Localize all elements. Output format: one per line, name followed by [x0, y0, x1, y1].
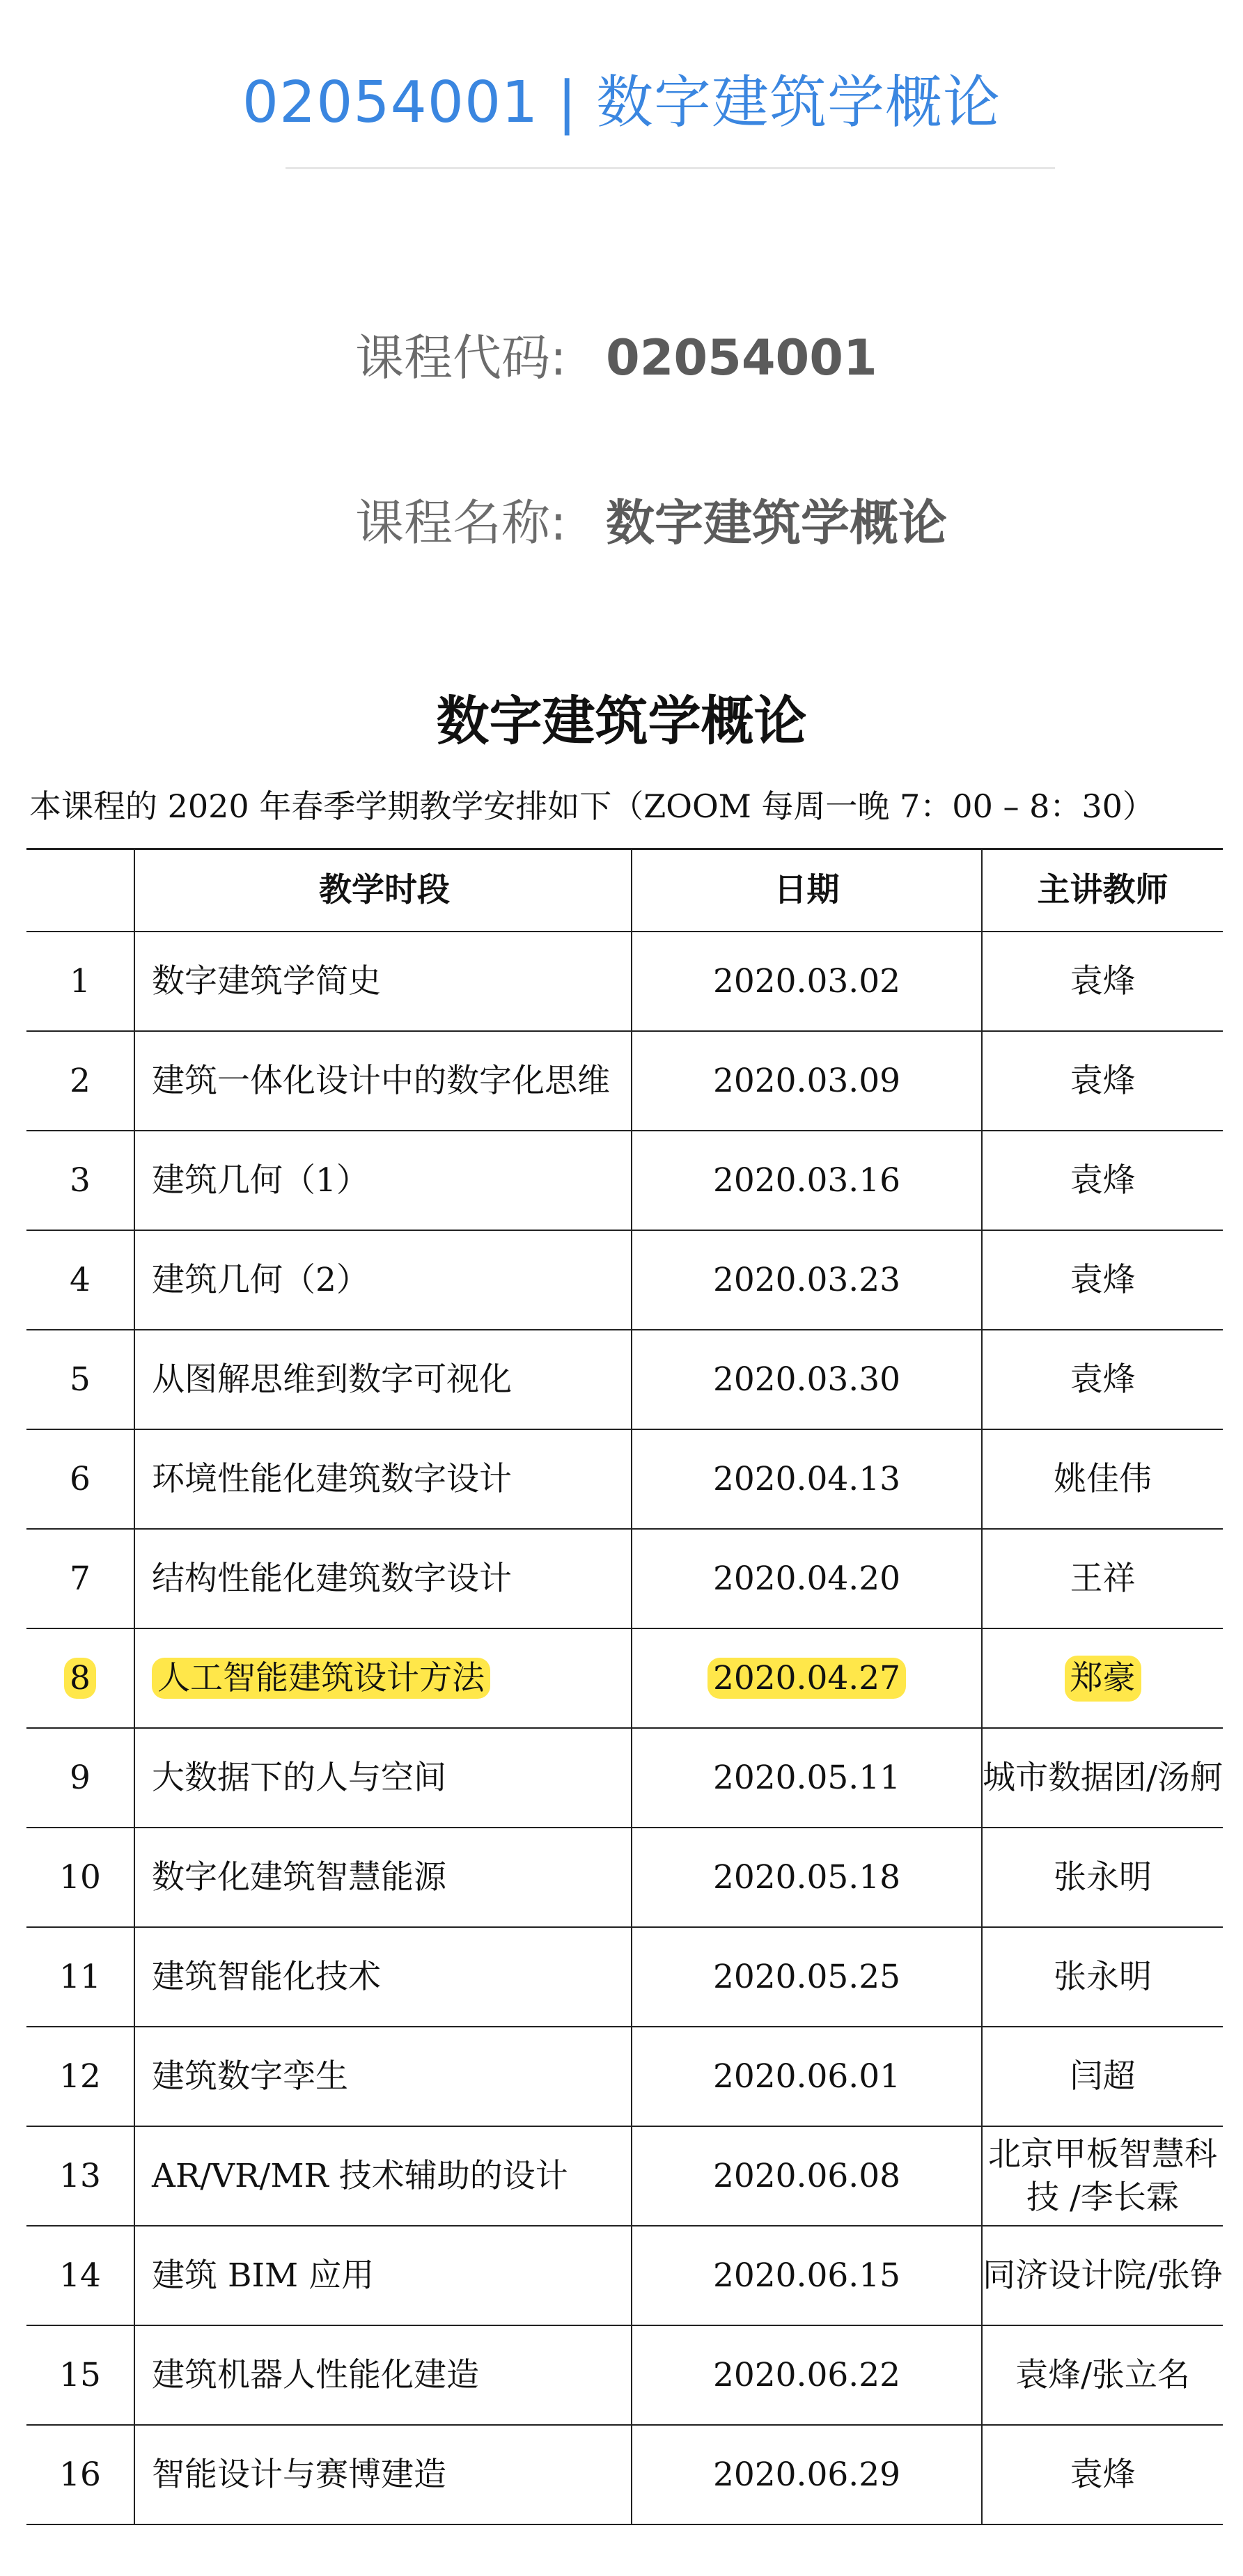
row-date: 2020.06.01: [712, 2057, 901, 2096]
row-number: 5: [70, 1360, 91, 1399]
table-row: [26, 1131, 1223, 1230]
row-teacher: 袁烽: [1070, 2455, 1136, 2494]
row-teacher: 闫超: [1070, 2057, 1136, 2096]
row-topic: 建筑数字孪生: [152, 2057, 348, 2096]
row-teacher: 姚佳伟: [1054, 1459, 1152, 1498]
row-topic: 结构性能化建筑数字设计: [152, 1559, 512, 1598]
row-teacher-cell: [982, 1628, 1223, 1728]
header-date: 日期: [632, 849, 982, 932]
row-teacher: 同济设计院/张铮: [983, 2256, 1223, 2295]
row-number: 15: [59, 2355, 101, 2394]
schedule-body: [26, 932, 1223, 2524]
row-topic: 建筑一体化设计中的数字化思维: [152, 1061, 610, 1100]
row-teacher-cell: [982, 1828, 1223, 1927]
row-teacher-cell: [982, 2325, 1223, 2425]
row-topic: AR/VR/MR 技术辅助的设计: [152, 2156, 568, 2195]
row-teacher: 袁烽/张立名: [1015, 2355, 1190, 2394]
row-number-cell: [26, 1628, 134, 1728]
table-row: [26, 1230, 1223, 1330]
row-date: 2020.03.30: [712, 1360, 901, 1399]
row-number-cell: [26, 1728, 134, 1828]
row-topic: 数字化建筑智慧能源: [152, 1858, 446, 1896]
row-teacher: 张永明: [1054, 1957, 1152, 1996]
row-teacher: 袁烽: [1070, 1260, 1136, 1299]
row-topic-cell: [134, 1131, 632, 1230]
row-topic-cell: [134, 1529, 632, 1628]
row-topic-cell: [134, 1927, 632, 2027]
row-teacher-cell: [982, 1330, 1223, 1429]
row-teacher: 王祥: [1070, 1559, 1136, 1598]
row-date-cell: [632, 2027, 982, 2126]
row-topic-cell: [134, 1330, 632, 1429]
course-name-value: 数字建筑学概论: [606, 494, 947, 551]
row-topic: 数字建筑学简史: [152, 961, 381, 1000]
course-code-value: 02054001: [606, 329, 877, 386]
row-number: 13: [59, 2156, 101, 2195]
row-date: 2020.04.13: [712, 1459, 901, 1498]
row-topic-cell: [134, 2425, 632, 2524]
row-date: 2020.06.15: [712, 2256, 901, 2295]
table-row: [26, 1031, 1223, 1131]
row-date: 2020.04.20: [712, 1559, 901, 1598]
table-row: [26, 2126, 1223, 2226]
row-topic-cell: [134, 1828, 632, 1927]
row-date-cell: [632, 1230, 982, 1330]
row-number: 8: [64, 1658, 96, 1699]
row-teacher-cell: [982, 1429, 1223, 1529]
course-code-row: [355, 319, 877, 389]
row-number: 7: [70, 1559, 91, 1598]
row-date: 2020.05.11: [712, 1758, 901, 1797]
row-number-cell: [26, 2425, 134, 2524]
row-date-cell: [632, 2126, 982, 2226]
row-teacher-cell: [982, 1728, 1223, 1828]
row-teacher-cell: [982, 1529, 1223, 1628]
row-topic-cell: [134, 2325, 632, 2425]
row-number-cell: [26, 2027, 134, 2126]
row-topic-cell: [134, 2226, 632, 2325]
row-number: 16: [59, 2455, 101, 2494]
row-topic: 建筑机器人性能化建造: [152, 2355, 479, 2394]
table-row: [26, 1728, 1223, 1828]
row-date-cell: [632, 1927, 982, 2027]
row-date-cell: [632, 932, 982, 1031]
table-row: [26, 1628, 1223, 1728]
row-topic-cell: [134, 932, 632, 1031]
row-number: 6: [70, 1459, 91, 1498]
row-topic-cell: [134, 1031, 632, 1131]
row-number-cell: [26, 1529, 134, 1628]
row-date-cell: [632, 2325, 982, 2425]
row-topic: 智能设计与赛博建造: [152, 2455, 446, 2494]
row-date-cell: [632, 1131, 982, 1230]
page-header: [0, 0, 1243, 171]
row-topic-cell: [134, 1230, 632, 1330]
row-date: 2020.03.02: [712, 961, 901, 1000]
row-teacher-cell: [982, 1927, 1223, 2027]
row-topic-cell: [134, 1429, 632, 1529]
row-date-cell: [632, 1728, 982, 1828]
row-number-cell: [26, 2126, 134, 2226]
row-topic-cell: [134, 2126, 632, 2226]
row-teacher: 袁烽: [1070, 1161, 1136, 1200]
row-number-cell: [26, 932, 134, 1031]
row-date: 2020.05.18: [712, 1858, 901, 1896]
row-number: 4: [70, 1260, 91, 1299]
row-date: 2020.03.23: [712, 1260, 901, 1299]
table-row: [26, 2226, 1223, 2325]
table-row: [26, 932, 1223, 1031]
row-date: 2020.05.25: [712, 1957, 901, 1996]
row-teacher-cell: [982, 1031, 1223, 1131]
row-number-cell: [26, 1031, 134, 1131]
row-topic-cell: [134, 1628, 632, 1728]
table-row: [26, 2425, 1223, 2524]
row-topic: 建筑几何（1）: [152, 1161, 369, 1200]
row-number: 12: [59, 2057, 101, 2096]
row-number-cell: [26, 1230, 134, 1330]
row-number: 1: [70, 961, 91, 1000]
table-row: [26, 1429, 1223, 1529]
row-date-cell: [632, 1031, 982, 1131]
row-teacher: 袁烽: [1070, 1360, 1136, 1399]
row-teacher-cell: [982, 2126, 1223, 2226]
header-teacher: 主讲教师: [982, 849, 1223, 932]
row-date-cell: [632, 1429, 982, 1529]
row-date-cell: [632, 1529, 982, 1628]
row-teacher-cell: [982, 1131, 1223, 1230]
schedule-intro: 本课程的 2020 年春季学期教学安排如下（ZOOM 每周一晚 7：00 – 8：30）: [29, 787, 1155, 825]
row-number: 3: [70, 1161, 91, 1200]
schedule-table: [26, 848, 1223, 2525]
row-date: 2020.03.09: [712, 1061, 901, 1100]
row-teacher-cell: [982, 1230, 1223, 1330]
row-topic: 大数据下的人与空间: [152, 1758, 446, 1797]
page-title: 02054001 | 数字建筑学概论: [242, 70, 1001, 136]
row-number-cell: [26, 2226, 134, 2325]
course-name-label: 课程名称:: [355, 494, 567, 551]
row-topic: 从图解思维到数字可视化: [152, 1360, 512, 1399]
row-topic: 建筑 BIM 应用: [152, 2256, 375, 2295]
row-teacher-cell: [982, 2027, 1223, 2126]
course-code-label: 课程代码:: [355, 329, 567, 386]
table-row: [26, 1330, 1223, 1429]
row-date: 2020.06.08: [712, 2156, 901, 2195]
document-title: 数字建筑学概论: [436, 690, 807, 752]
row-teacher: 袁烽: [1070, 961, 1136, 1000]
row-teacher-cell: [982, 2425, 1223, 2524]
row-number: 11: [59, 1957, 101, 1996]
row-date-cell: [632, 1330, 982, 1429]
row-topic-cell: [134, 1728, 632, 1828]
header-divider: [286, 167, 1055, 169]
row-teacher: 北京甲板智慧科技 /李长霖: [988, 2135, 1217, 2217]
row-number-cell: [26, 1330, 134, 1429]
row-teacher: 城市数据团/汤舸: [983, 1758, 1223, 1797]
row-topic: 建筑几何（2）: [152, 1260, 369, 1299]
row-topic-cell: [134, 2027, 632, 2126]
row-number-cell: [26, 2325, 134, 2425]
row-number-cell: [26, 1828, 134, 1927]
row-date: 2020.03.16: [712, 1161, 901, 1200]
row-date: 2020.06.29: [712, 2455, 901, 2494]
course-name-row: [355, 484, 947, 554]
row-date: 2020.06.22: [712, 2355, 901, 2394]
table-header-row: [26, 849, 1223, 932]
table-row: [26, 2027, 1223, 2126]
row-number: 14: [59, 2256, 101, 2295]
row-teacher-cell: [982, 932, 1223, 1031]
row-number-cell: [26, 1131, 134, 1230]
table-row: [26, 1828, 1223, 1927]
row-topic: 环境性能化建筑数字设计: [152, 1459, 512, 1498]
row-date: 2020.04.27: [708, 1658, 906, 1699]
row-date-cell: [632, 2226, 982, 2325]
row-number: 9: [70, 1758, 91, 1797]
row-number-cell: [26, 1429, 134, 1529]
row-topic: 建筑智能化技术: [152, 1957, 381, 1996]
row-date-cell: [632, 1828, 982, 1927]
row-teacher: 张永明: [1054, 1858, 1152, 1896]
row-topic: 人工智能建筑设计方法: [152, 1658, 490, 1699]
row-teacher-cell: [982, 2226, 1223, 2325]
row-teacher: 袁烽: [1070, 1061, 1136, 1100]
row-date-cell: [632, 2425, 982, 2524]
row-date-cell: [632, 1628, 982, 1728]
table-row: [26, 1529, 1223, 1628]
row-number: 10: [59, 1858, 101, 1896]
row-number-cell: [26, 1927, 134, 2027]
header-topic: 教学时段: [134, 849, 632, 932]
table-row: [26, 2325, 1223, 2425]
row-number: 2: [70, 1061, 91, 1100]
row-teacher: 郑豪: [1065, 1656, 1141, 1702]
header-num: [26, 849, 134, 932]
table-row: [26, 1927, 1223, 2027]
